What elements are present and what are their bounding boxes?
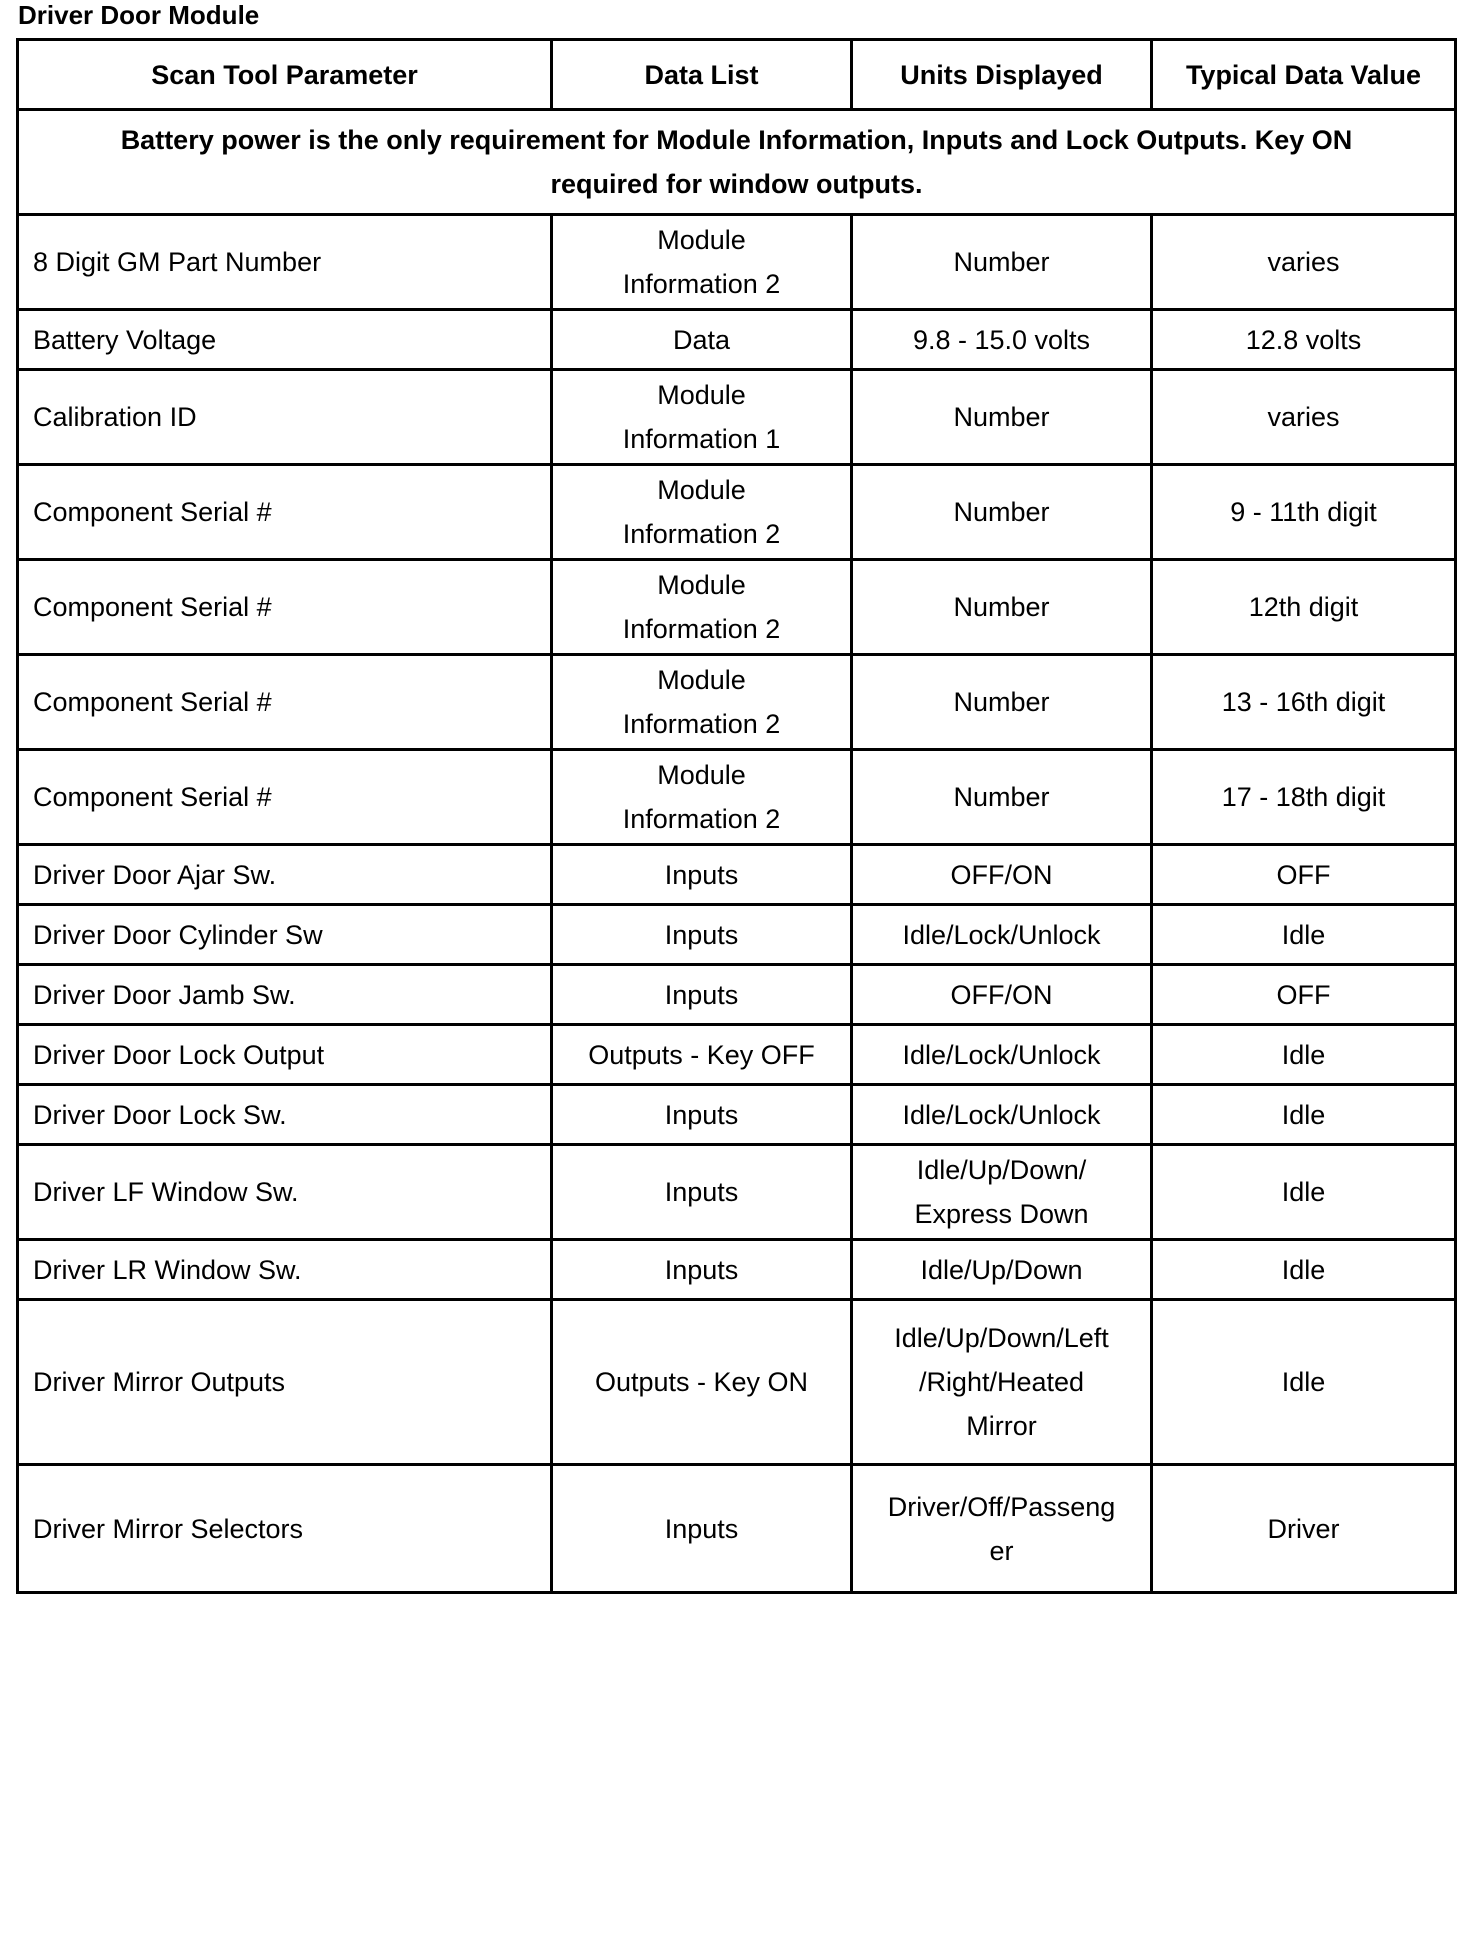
cell-typical-data-value: 12.8 volts bbox=[1152, 310, 1456, 370]
cell-line: Information 2 bbox=[622, 614, 781, 644]
cell-typical-data-value: Idle bbox=[1152, 905, 1456, 965]
table-row bbox=[18, 965, 1456, 1025]
table-row bbox=[18, 1085, 1456, 1145]
cell-typical-data-value: Idle bbox=[1152, 1145, 1456, 1240]
cell-scan-tool-parameter: Driver LF Window Sw. bbox=[18, 1145, 552, 1240]
note-line: required for window outputs. bbox=[550, 169, 923, 199]
cell-line: Number bbox=[953, 402, 1050, 432]
cell-data-list bbox=[552, 1145, 852, 1240]
cell-data-list bbox=[552, 465, 852, 560]
cell-line: Information 2 bbox=[622, 519, 781, 549]
cell-data-list bbox=[552, 655, 852, 750]
cell-scan-tool-parameter: Driver Door Ajar Sw. bbox=[18, 845, 552, 905]
table-row bbox=[18, 1240, 1456, 1300]
cell-line: Idle/Lock/Unlock bbox=[902, 919, 1101, 950]
cell-scan-tool-parameter: Driver Door Cylinder Sw bbox=[18, 905, 552, 965]
table-row bbox=[18, 560, 1456, 655]
cell-line: Idle/Up/Down/ bbox=[916, 1155, 1087, 1185]
cell-line: Inputs bbox=[664, 919, 739, 950]
cell-typical-data-value: Idle bbox=[1152, 1025, 1456, 1085]
cell-line: Inputs bbox=[664, 979, 739, 1010]
cell-line: Idle/Up/Down/Left bbox=[894, 1323, 1109, 1353]
cell-units-displayed bbox=[852, 750, 1152, 845]
cell-typical-data-value: Driver bbox=[1152, 1465, 1456, 1593]
cell-scan-tool-parameter: Driver Door Lock Output bbox=[18, 1025, 552, 1085]
cell-line: Idle/Up/Down bbox=[920, 1254, 1083, 1285]
cell-line: Number bbox=[953, 592, 1050, 622]
cell-scan-tool-parameter: Component Serial # bbox=[18, 560, 552, 655]
cell-typical-data-value: 9 - 11th digit bbox=[1152, 465, 1456, 560]
cell-units-displayed bbox=[852, 655, 1152, 750]
cell-line: Module bbox=[657, 760, 746, 790]
cell-data-list bbox=[552, 1240, 852, 1300]
requirement-note bbox=[18, 110, 1456, 215]
cell-line: Module bbox=[657, 570, 746, 600]
table-row bbox=[18, 1145, 1456, 1240]
cell-line: Idle/Lock/Unlock bbox=[902, 1099, 1101, 1130]
note-line: Battery power is the only requirement for Module Information, Inputs and Lock Outputs. Key ON bbox=[120, 125, 1353, 155]
cell-units-displayed bbox=[852, 370, 1152, 465]
cell-typical-data-value: varies bbox=[1152, 370, 1456, 465]
cell-scan-tool-parameter: Driver LR Window Sw. bbox=[18, 1240, 552, 1300]
cell-units-displayed bbox=[852, 1240, 1152, 1300]
header-data-list: Data List bbox=[552, 40, 852, 110]
cell-data-list bbox=[552, 1300, 852, 1465]
header-typical-data-value: Typical Data Value bbox=[1152, 40, 1456, 110]
cell-line: Information 2 bbox=[622, 804, 781, 834]
cell-line: Express Down bbox=[914, 1199, 1089, 1229]
cell-units-displayed bbox=[852, 465, 1152, 560]
cell-line: Number bbox=[953, 247, 1050, 277]
cell-data-list bbox=[552, 560, 852, 655]
table-row bbox=[18, 905, 1456, 965]
cell-line: Inputs bbox=[664, 859, 739, 890]
header-scan-tool-parameter: Scan Tool Parameter bbox=[18, 40, 552, 110]
cell-typical-data-value: OFF bbox=[1152, 845, 1456, 905]
cell-line: Information 2 bbox=[622, 269, 781, 299]
table-row bbox=[18, 845, 1456, 905]
table-header-row bbox=[18, 40, 1456, 110]
cell-line: Module bbox=[657, 475, 746, 505]
cell-line: Number bbox=[953, 782, 1050, 812]
table-row bbox=[18, 310, 1456, 370]
cell-line: Module bbox=[657, 225, 746, 255]
cell-line: Module bbox=[657, 665, 746, 695]
cell-scan-tool-parameter: Component Serial # bbox=[18, 655, 552, 750]
cell-units-displayed bbox=[852, 1025, 1152, 1085]
header-units-displayed: Units Displayed bbox=[852, 40, 1152, 110]
cell-data-list bbox=[552, 1025, 852, 1085]
table-row bbox=[18, 215, 1456, 310]
note-row bbox=[18, 110, 1456, 215]
cell-line: Information 1 bbox=[622, 424, 781, 454]
cell-line: Module bbox=[657, 380, 746, 410]
cell-line: 9.8 - 15.0 volts bbox=[912, 324, 1091, 355]
cell-line: Idle/Lock/Unlock bbox=[902, 1039, 1101, 1070]
cell-line: Outputs - Key OFF bbox=[588, 1039, 815, 1070]
cell-line: Data bbox=[672, 324, 731, 355]
cell-line: OFF/ON bbox=[950, 979, 1053, 1010]
cell-scan-tool-parameter: Component Serial # bbox=[18, 465, 552, 560]
cell-scan-tool-parameter: Calibration ID bbox=[18, 370, 552, 465]
cell-typical-data-value: Idle bbox=[1152, 1300, 1456, 1465]
cell-units-displayed bbox=[852, 215, 1152, 310]
cell-line: Number bbox=[953, 687, 1050, 717]
cell-data-list bbox=[552, 845, 852, 905]
cell-data-list bbox=[552, 905, 852, 965]
cell-units-displayed bbox=[852, 845, 1152, 905]
cell-typical-data-value: Idle bbox=[1152, 1240, 1456, 1300]
table-row bbox=[18, 655, 1456, 750]
cell-line: Driver/Off/Passeng bbox=[887, 1491, 1116, 1522]
table-row bbox=[18, 1300, 1456, 1465]
cell-typical-data-value: OFF bbox=[1152, 965, 1456, 1025]
cell-typical-data-value: 12th digit bbox=[1152, 560, 1456, 655]
table-row bbox=[18, 1465, 1456, 1593]
cell-units-displayed bbox=[852, 905, 1152, 965]
cell-scan-tool-parameter: Battery Voltage bbox=[18, 310, 552, 370]
cell-scan-tool-parameter: Driver Door Jamb Sw. bbox=[18, 965, 552, 1025]
cell-line: Inputs bbox=[664, 1099, 739, 1130]
cell-units-displayed bbox=[852, 965, 1152, 1025]
cell-scan-tool-parameter: Driver Mirror Outputs bbox=[18, 1300, 552, 1465]
table-row bbox=[18, 370, 1456, 465]
cell-line: Mirror bbox=[966, 1411, 1037, 1441]
cell-line: /Right/Heated bbox=[918, 1367, 1085, 1397]
cell-units-displayed bbox=[852, 1300, 1152, 1465]
cell-line: Inputs bbox=[664, 1513, 739, 1544]
cell-units-displayed bbox=[852, 1465, 1152, 1593]
cell-units-displayed bbox=[852, 560, 1152, 655]
parameter-table bbox=[16, 38, 1457, 1594]
cell-line: Information 2 bbox=[622, 709, 781, 739]
cell-line: Outputs - Key ON bbox=[594, 1367, 809, 1397]
cell-line: Number bbox=[953, 497, 1050, 527]
cell-line: Inputs bbox=[664, 1177, 739, 1207]
cell-data-list bbox=[552, 750, 852, 845]
table-row bbox=[18, 465, 1456, 560]
cell-typical-data-value: Idle bbox=[1152, 1085, 1456, 1145]
cell-units-displayed bbox=[852, 310, 1152, 370]
cell-typical-data-value: varies bbox=[1152, 215, 1456, 310]
cell-data-list bbox=[552, 1465, 852, 1593]
cell-scan-tool-parameter: Driver Mirror Selectors bbox=[18, 1465, 552, 1593]
cell-data-list bbox=[552, 370, 852, 465]
cell-typical-data-value: 13 - 16th digit bbox=[1152, 655, 1456, 750]
cell-line: OFF/ON bbox=[950, 859, 1053, 890]
cell-line: Inputs bbox=[664, 1254, 739, 1285]
cell-data-list bbox=[552, 965, 852, 1025]
table-row bbox=[18, 750, 1456, 845]
cell-typical-data-value: 17 - 18th digit bbox=[1152, 750, 1456, 845]
cell-scan-tool-parameter: 8 Digit GM Part Number bbox=[18, 215, 552, 310]
cell-units-displayed bbox=[852, 1145, 1152, 1240]
cell-scan-tool-parameter: Driver Door Lock Sw. bbox=[18, 1085, 552, 1145]
cell-data-list bbox=[552, 1085, 852, 1145]
cell-data-list bbox=[552, 310, 852, 370]
cell-units-displayed bbox=[852, 1085, 1152, 1145]
cell-data-list bbox=[552, 215, 852, 310]
cell-line: er bbox=[989, 1535, 1014, 1566]
cell-scan-tool-parameter: Component Serial # bbox=[18, 750, 552, 845]
document-title: Driver Door Module bbox=[18, 0, 260, 30]
table-row bbox=[18, 1025, 1456, 1085]
